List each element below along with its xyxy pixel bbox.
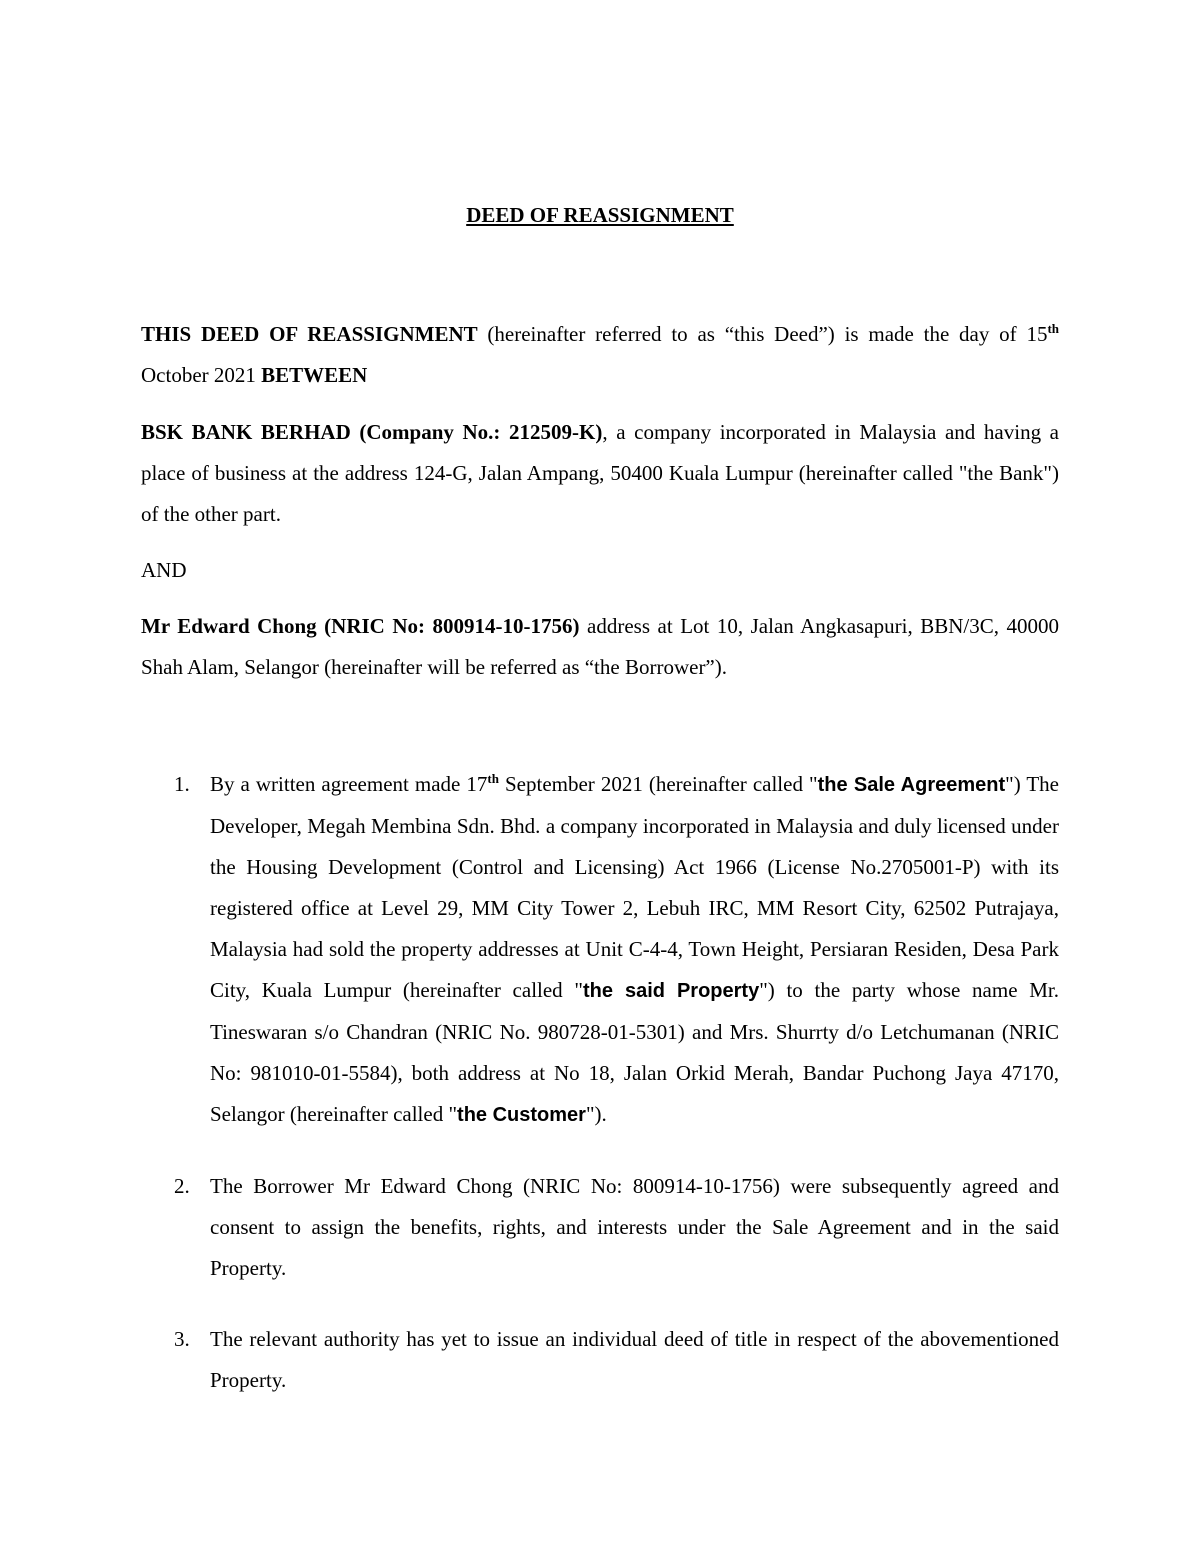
preamble-day: 15 [1026, 322, 1048, 346]
clause-text: By a written agreement made 17 [210, 772, 488, 796]
party-borrower-paragraph [141, 606, 1059, 688]
party-bank-text: , a company incorporated in Malaysia and having a place of business at the address 124-G, Jalan Ampang, 50400 Kuala Lumpur (hereinafter called "the Bank") of the other part. [141, 420, 1060, 526]
clause-number: 1. [174, 772, 190, 796]
clause-text: September 2021 (hereinafter called " [498, 772, 818, 796]
clause-date-suffix: th [487, 771, 499, 786]
clause-text: ") The Developer, Megah Membina Sdn. Bhd. a company incorporated in Malaysia and duly licensed under the Housing Development (Control and Licensing) Act 1966 (License No.2705001-P) with its registered office at Level 29, MM City Tower 2, Lebuh IRC, MM Resort City, 62502 Putrajaya, Malaysia had sold the property addresses at Unit C-4-4, Town Height, Persiaran Residen, Desa Park City, Kuala Lumpur (hereinafter called " [210, 772, 1060, 1002]
and-label: AND [141, 558, 187, 582]
preamble-text: (hereinafter referred to as “this Deed”) is made the day of [477, 322, 1027, 346]
preamble-between: BETWEEN [261, 363, 368, 387]
party-bank-paragraph [141, 412, 1059, 535]
clause-number: 2. [174, 1174, 190, 1198]
defined-term-sale-agreement: the Sale Agreement [817, 774, 1006, 796]
preamble-day-suffix: th [1047, 321, 1059, 336]
document-title: DEED OF REASSIGNMENT [466, 203, 734, 227]
clause-number: 3. [174, 1327, 190, 1351]
defined-term-said-property: the said Property [582, 980, 760, 1002]
defined-term-customer: the Customer [457, 1104, 586, 1126]
clause-item [141, 764, 1059, 1136]
clause-list [141, 764, 1059, 1401]
party-borrower-text: address at Lot 10, Jalan Angkasapuri, BBN/3C, 40000 Shah Alam, Selangor (hereinafter will be referred as “the Borrower”). [141, 614, 1059, 679]
party-bank-name: BSK BANK BERHAD (Company No.: 212509-K) [141, 420, 603, 444]
preamble-paragraph [141, 314, 1059, 396]
document-body [141, 195, 1059, 1401]
clause-item [141, 1319, 1059, 1401]
preamble-date: October 2021 [141, 363, 262, 387]
clause-text: The Borrower Mr Edward Chong (NRIC No: 800914-10-1756) were subsequently agreed and consent to assign the benefits, rights, and interests under the Sale Agreement and in the said Property. [210, 1174, 1059, 1280]
party-borrower-name: Mr Edward Chong (NRIC No: 800914-10-1756) [141, 614, 580, 638]
clause-item [141, 1166, 1059, 1289]
clause-text: ") to the party whose name Mr. Tineswaran s/o Chandran (NRIC No. 980728-01-5301) and Mrs. Shurrty d/o Letchumanan (NRIC No: 981010-01-5584), both address at No 18, Jalan Orkid Merah, Bandar Puchong Jaya 47170, Selangor (hereinafter called " [210, 978, 1059, 1126]
clause-text: The relevant authority has yet to issue an individual deed of title in respect of the abovementioned Property. [210, 1327, 1059, 1392]
clause-text: "). [585, 1102, 607, 1126]
preamble-lead: THIS DEED OF REASSIGNMENT [141, 322, 478, 346]
